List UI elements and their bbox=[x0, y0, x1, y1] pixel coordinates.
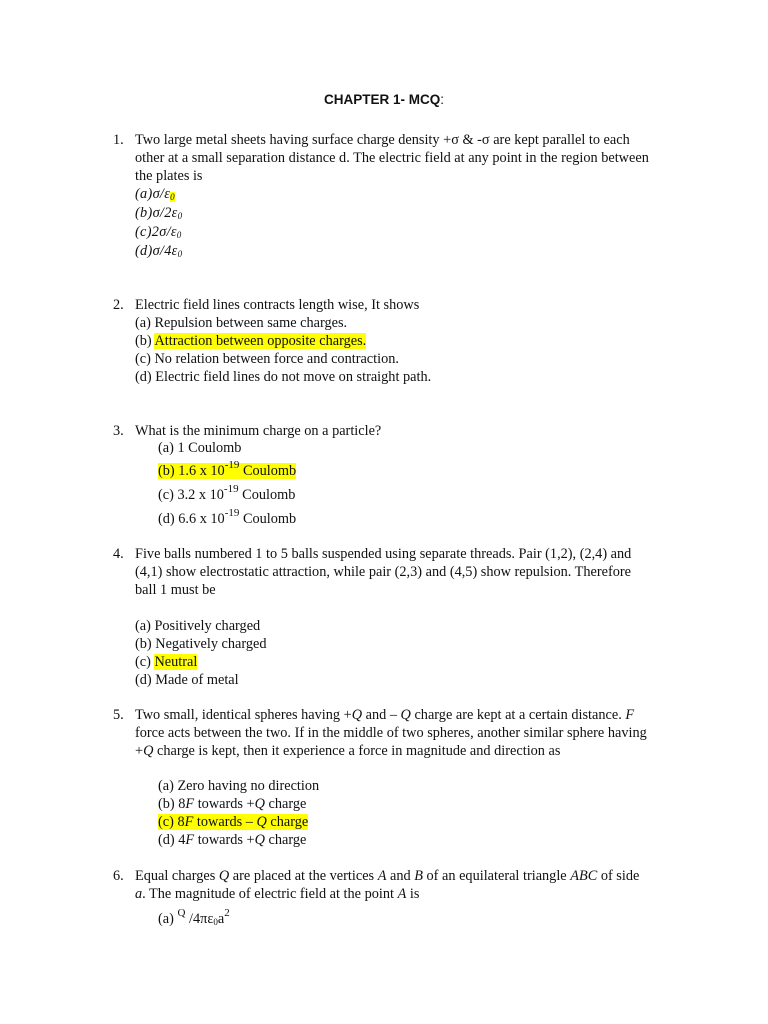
question-2-number: 2. bbox=[113, 297, 124, 313]
highlighted-answer: (c) 8F towards – Q charge bbox=[158, 814, 309, 830]
question-5-option-c bbox=[158, 813, 308, 831]
question-6-option-a: (a) $^Q$ $/4\pi\varepsilon_0a^2$ bbox=[158, 907, 230, 927]
question-5-option-d: (d) 4F towards +Q charge bbox=[158, 832, 307, 848]
question-4-option-d: (d) Made of metal bbox=[135, 672, 239, 688]
question-1-line-3: the plates is bbox=[135, 168, 203, 184]
question-4-line-1: Five balls numbered 1 to 5 balls suspended using separate threads. Pair (1,2), (2,4) and bbox=[135, 546, 632, 562]
question-4-option-a: (a) Positively charged bbox=[135, 618, 261, 634]
question-2-option-c: (c) No relation between force and contraction. bbox=[135, 351, 399, 367]
question-1-number: 1. bbox=[113, 132, 124, 148]
question-3-number: 3. bbox=[113, 423, 124, 439]
question-2-option-a: (a) Repulsion between same charges. bbox=[135, 315, 348, 331]
question-1-option-a: $(a)\sigma/\varepsilon_0$ bbox=[135, 186, 175, 202]
question-6-number: 6. bbox=[113, 868, 124, 884]
page-title: CHAPTER 1- MCQ: bbox=[323, 92, 445, 107]
question-2-stem: Electric field lines contracts length wise, It shows bbox=[135, 297, 420, 313]
question-6-line-1: Equal charges Q are placed at the vertices A and B of an equilateral triangle ABC of side bbox=[135, 868, 640, 884]
question-2-option-b: (b) Attraction between opposite charges. bbox=[135, 333, 367, 349]
question-4-option-c: (c) Neutral bbox=[135, 654, 198, 670]
question-5-option-b: (b) 8F towards +Q charge bbox=[158, 796, 307, 812]
highlighted-answer: Neutral bbox=[154, 654, 198, 670]
question-2-option-d: (d) Electric field lines do not move on straight path. bbox=[135, 369, 432, 385]
question-1-line-1: Two large metal sheets having surface charge density +σ & -σ are kept parallel to each bbox=[135, 132, 630, 148]
question-5-line-1: Two small, identical spheres having +Q and – Q charge are kept at a certain distance. F bbox=[135, 707, 635, 723]
question-4-option-b: (b) Negatively charged bbox=[135, 636, 267, 652]
question-5-number: 5. bbox=[113, 707, 124, 723]
question-5-line-3: +Q charge is kept, then it experience a force in magnitude and direction as bbox=[135, 743, 561, 759]
question-3-option-d: (d) 6.6 x $10^{-19}$ Coulomb bbox=[158, 507, 297, 527]
question-4-line-2: (4,1) show electrostatic attraction, while pair (2,3) and (4,5) show repulsion. Therefore bbox=[135, 564, 631, 580]
question-3-option-b bbox=[158, 459, 297, 480]
question-1-option-d: $(d)\sigma/4\varepsilon_0$ bbox=[135, 243, 183, 259]
question-3-option-a: (a) 1 Coulomb bbox=[158, 440, 242, 456]
question-3-stem: What is the minimum charge on a particle? bbox=[135, 423, 382, 439]
highlighted-answer: (b) 1.6 x $10^{-19}$ Coulomb bbox=[158, 459, 297, 479]
question-5-line-2: force acts between the two. If in the middle of two spheres, another similar sphere having bbox=[135, 725, 647, 741]
question-1-option-b: $(b)\sigma/2\varepsilon_0$ bbox=[135, 205, 183, 221]
highlighted-answer: Attraction between opposite charges. bbox=[154, 333, 367, 349]
question-5-option-a: (a) Zero having no direction bbox=[158, 778, 320, 794]
question-6-line-2: a. The magnitude of electric field at the point A is bbox=[135, 886, 420, 902]
question-1-option-c: $(c)2\sigma/\varepsilon_0$ bbox=[135, 224, 182, 240]
question-3-option-c: (c) 3.2 x $10^{-19}$ Coulomb bbox=[158, 483, 296, 503]
question-4-number: 4. bbox=[113, 546, 124, 562]
question-4-line-3: ball 1 must be bbox=[135, 582, 216, 598]
question-1-line-2: other at a small separation distance d. The electric field at any point in the region between bbox=[135, 150, 649, 166]
